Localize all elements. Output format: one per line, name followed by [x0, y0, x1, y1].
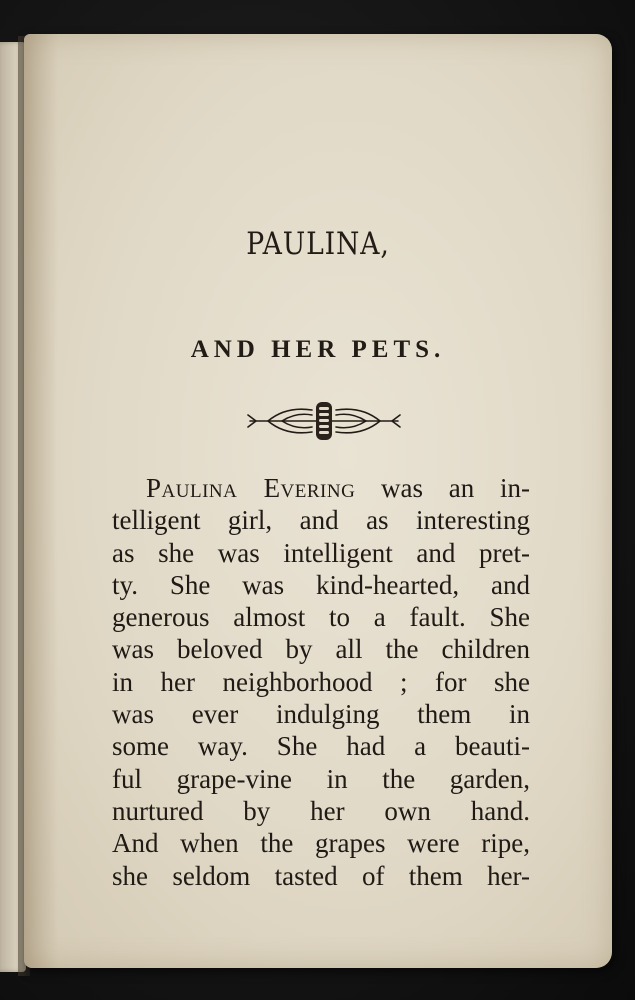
- text-line: was ever indulging them in: [112, 699, 530, 730]
- text-line: nurtured by her own hand.: [112, 795, 530, 826]
- text-line: in her neighborhood ; for she: [112, 666, 530, 697]
- page-title: PAULINA,: [246, 226, 390, 262]
- text-line: telligent girl, and as interesting: [112, 505, 530, 536]
- text-line: ful grape-vine in the garden,: [112, 763, 530, 794]
- text-line: she seldom tasted of them her-: [112, 860, 530, 891]
- text-line: as she was intelligent and pret-: [112, 537, 530, 568]
- text-line: generous almost to a fault. She: [112, 602, 530, 633]
- book-page: [24, 34, 612, 968]
- text-line: was beloved by all the children: [112, 634, 530, 665]
- text-line: And when the grapes were ripe,: [112, 828, 530, 859]
- text-line: some way. She had a beauti-: [112, 731, 530, 762]
- text-fragment: was an in-: [355, 473, 530, 503]
- floral-divider-icon: [246, 398, 402, 444]
- text-line: [112, 472, 530, 504]
- page-subtitle: AND HER PETS.: [190, 336, 446, 363]
- text-line: ty. She was kind-hearted, and: [112, 569, 530, 600]
- body-text: [112, 472, 530, 892]
- character-name: Paulina Evering: [146, 473, 356, 503]
